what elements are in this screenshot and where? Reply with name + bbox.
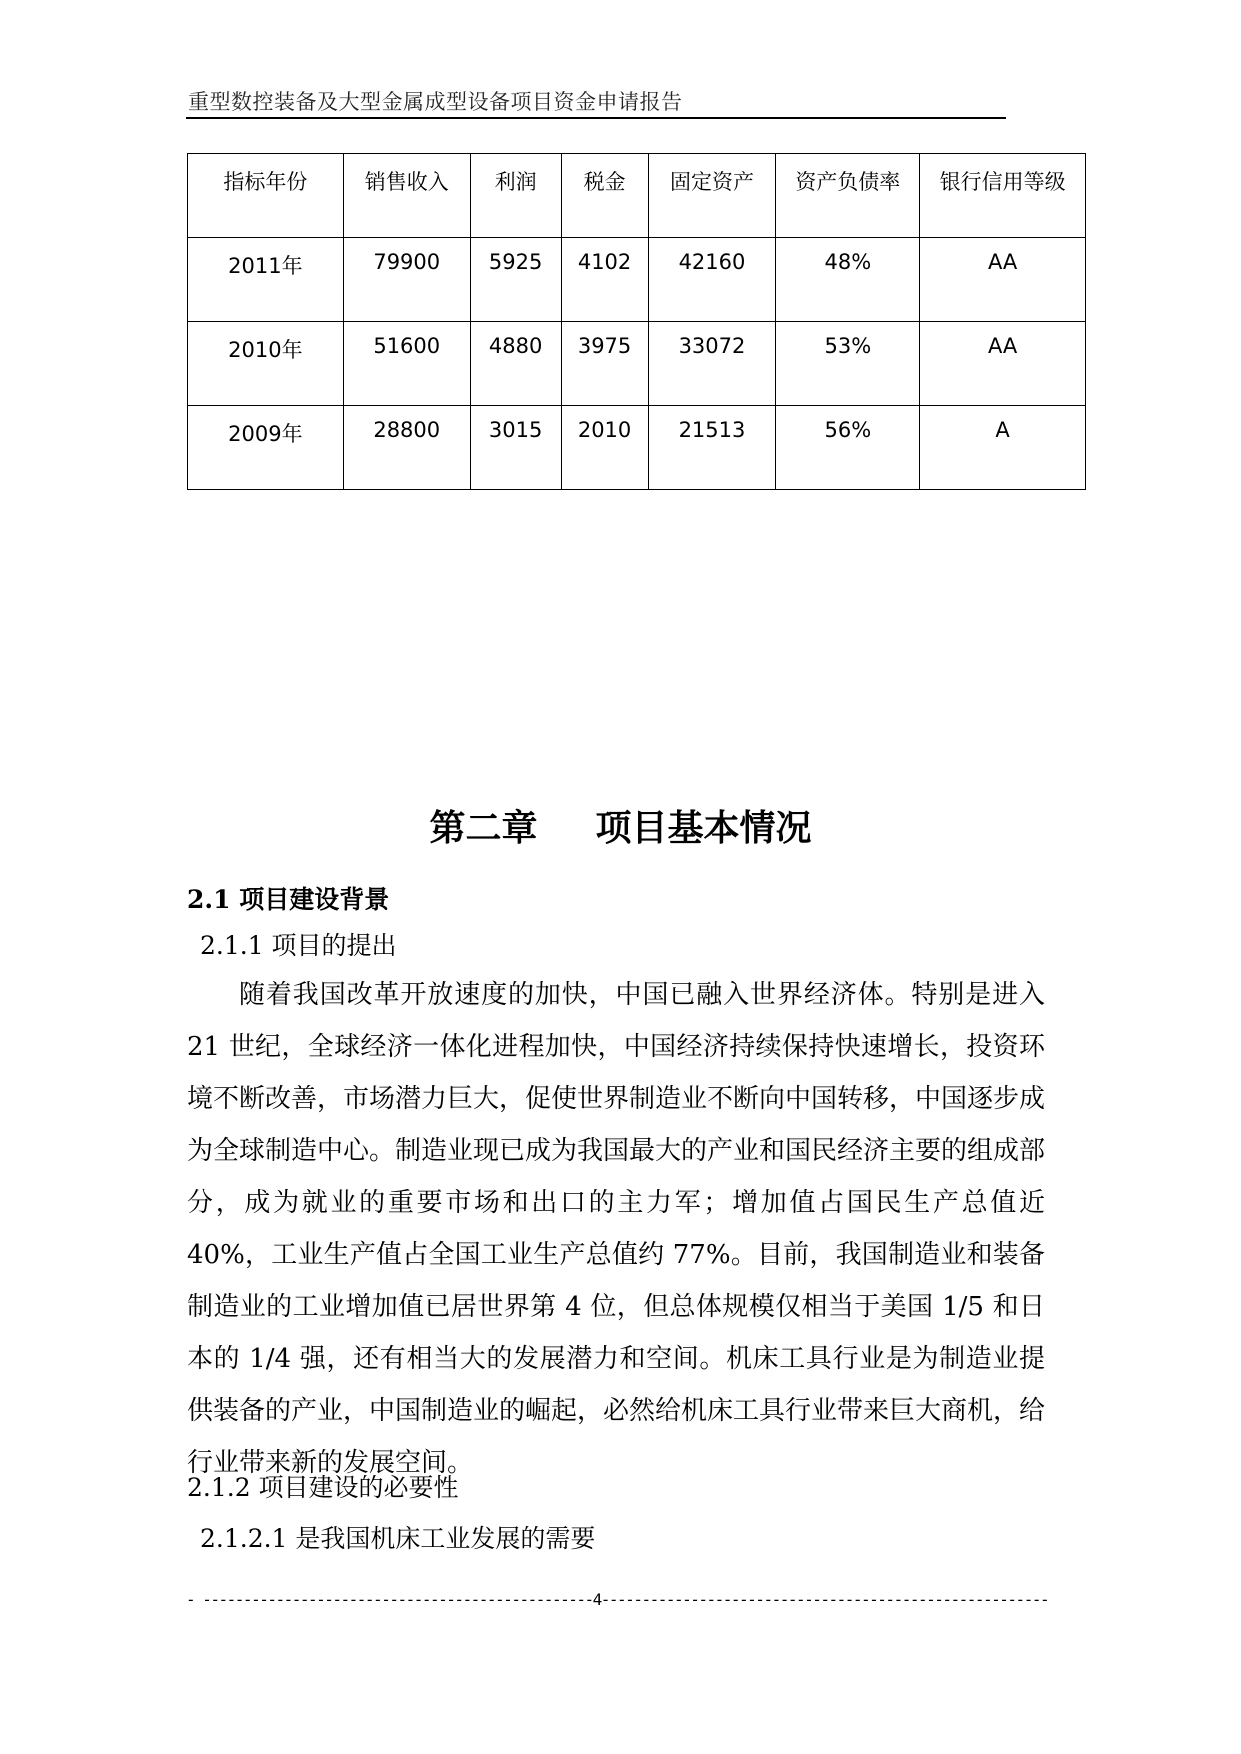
table-cell: 3975 <box>561 322 648 406</box>
table-cell: 2010年 <box>188 322 344 406</box>
table-header-row <box>188 154 1086 238</box>
table-cell: 4102 <box>561 238 648 322</box>
table-header-cell: 资产负债率 <box>776 154 920 238</box>
table-row <box>188 322 1086 406</box>
footer-dashes-left: - ------------------------------------------------ <box>186 1590 593 1609</box>
table-cell: 51600 <box>343 322 470 406</box>
table-cell: 28800 <box>343 406 470 490</box>
table-header-cell: 固定资产 <box>648 154 776 238</box>
header-title: 重型数控装备及大型金属成型设备项目资金申请报告 <box>188 90 683 114</box>
table-cell: 33072 <box>648 322 776 406</box>
chapter-title <box>0 800 1241 851</box>
financial-table <box>187 153 1086 490</box>
table-cell: 42160 <box>648 238 776 322</box>
table-cell: 21513 <box>648 406 776 490</box>
section-heading-2-1-2: 2.1.2 项目建设的必要性 <box>187 1473 459 1502</box>
table-row <box>188 406 1086 490</box>
table-cell: 56% <box>776 406 920 490</box>
table-cell: 3015 <box>470 406 561 490</box>
chapter-number: 第二章 <box>429 808 538 849</box>
table-cell: A <box>920 406 1086 490</box>
body-paragraph: 随着我国改革开放速度的加快，中国已融入世界经济体。特别是进入 21 世纪，全球经济一体化进程加快，中国经济持续保持快速增长，投资环境不断改善，市场潜力巨大，促使世界制造业不断向中国转移，中国逐步成为全球制造中心。制造业现已成为我国最大的产业和国民经济主要的组成部分，成为就业的重要市场和出口的主力军；增加值占国民生产总值近 40%，工业生产值占全国工业生产总值约 77%。目前，我国制造业和装备制造业的工业增加值已居世界第 4 位，但总体规模仅相当于美国 1/5 和日本的 1/4 强，还有相当大的发展潜力和空间。机床工具行业是为制造业提供装备的产业，中国制造业的崛起，必然给机床工具行业带来巨大商机，给行业带来新的发展空间。 <box>187 980 1046 1478</box>
table-cell: 79900 <box>343 238 470 322</box>
table-header-cell: 利润 <box>470 154 561 238</box>
table-cell: 2009年 <box>188 406 344 490</box>
section-heading-2-1-1: 2.1.1 项目的提出 <box>200 931 397 960</box>
header-rule <box>186 117 1006 119</box>
table-header-cell: 指标年份 <box>188 154 344 238</box>
table-header-cell: 销售收入 <box>343 154 470 238</box>
section-heading-2-1-2-1: 2.1.2.1 是我国机床工业发展的需要 <box>200 1524 596 1553</box>
chapter-name: 项目基本情况 <box>595 808 812 849</box>
table-cell: AA <box>920 322 1086 406</box>
page-footer <box>186 1590 1048 1609</box>
table-header-cell: 银行信用等级 <box>920 154 1086 238</box>
table-cell: 53% <box>776 322 920 406</box>
table-cell: 4880 <box>470 322 561 406</box>
section-heading-2-1: 2.1 项目建设背景 <box>187 885 390 914</box>
page-number: 4 <box>592 1590 601 1609</box>
table-header-cell: 税金 <box>561 154 648 238</box>
table-cell: 2010 <box>561 406 648 490</box>
table-row <box>188 238 1086 322</box>
footer-dashes-right: ------------------------------------------------------- <box>600 1590 1049 1609</box>
table-cell: 48% <box>776 238 920 322</box>
table-cell: 2011年 <box>188 238 344 322</box>
table-cell: 5925 <box>470 238 561 322</box>
table-cell: AA <box>920 238 1086 322</box>
